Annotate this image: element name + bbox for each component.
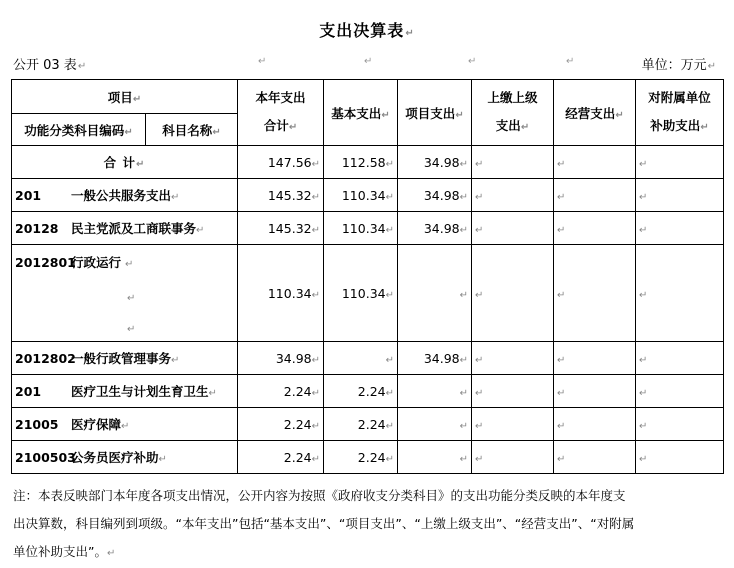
cell-subject: 21005 医疗保障↵ [12, 408, 238, 441]
cell-total: 34.98↵ [238, 342, 324, 375]
cell-operating: ↵ [554, 441, 636, 474]
table-row [12, 245, 724, 342]
cell-project: ↵ [398, 408, 472, 441]
cell-subsidy: ↵ [636, 342, 724, 375]
cell-operating: ↵ [554, 146, 636, 179]
cell-subsidy: ↵ [636, 179, 724, 212]
cell-operating: ↵ [554, 408, 636, 441]
header-upper: 上缴上级 支出↵ [472, 80, 554, 146]
footnote-line: 出决算数，科目编列到项级。“本年支出”包括“基本支出”、“项目支出”、“上缴上级支出”、“经营支出”、“对附属 [13, 516, 635, 531]
cell-subsidy: ↵ [636, 441, 724, 474]
cell-subsidy: ↵ [636, 408, 724, 441]
table-row [12, 441, 724, 474]
cell-project: 34.98↵ [398, 342, 472, 375]
cell-upper: ↵ [472, 179, 554, 212]
cell-basic: 110.34↵ [324, 245, 398, 342]
expenditure-table [11, 79, 724, 474]
cell-upper: ↵ [472, 441, 554, 474]
cell-project: 34.98↵ [398, 212, 472, 245]
cell-project: ↵ [398, 245, 472, 342]
para-mark: ↵ [468, 56, 477, 67]
table-row [12, 179, 724, 212]
cell-subject: 201 医疗卫生与计划生育卫生↵ [12, 375, 238, 408]
cell-subject: 20128 民主党派及工商联事务↵ [12, 212, 238, 245]
footnote [13, 482, 713, 568]
cell-operating: ↵ [554, 375, 636, 408]
cell-subject: 2012801行政运行 ↵ ↵ ↵ [12, 245, 238, 342]
total-row [12, 146, 724, 179]
para-mark: ↵ [566, 56, 575, 67]
header-row [12, 80, 724, 114]
cell-total: 110.34↵ [238, 245, 324, 342]
unit-label: 单位：万元↵ [641, 58, 716, 73]
cell-project: ↵ [398, 441, 472, 474]
cell-basic: 110.34↵ [324, 212, 398, 245]
cell-subsidy: ↵ [636, 245, 724, 342]
para-mark: ↵ [364, 56, 373, 67]
table-row [12, 212, 724, 245]
cell-total: 147.56↵ [238, 146, 324, 179]
header-operating: 经营支出↵ [554, 80, 636, 146]
cell-operating: ↵ [554, 245, 636, 342]
cell-total: 145.32↵ [238, 179, 324, 212]
cell-subject: 201 一般公共服务支出↵ [12, 179, 238, 212]
cell-basic: 2.24↵ [324, 441, 398, 474]
header-total: 本年支出 合计↵ [238, 80, 324, 146]
cell-subsidy: ↵ [636, 375, 724, 408]
cell-total: 2.24↵ [238, 441, 324, 474]
cell-upper: ↵ [472, 146, 554, 179]
header-subsidy: 对附属单位 补助支出↵ [636, 80, 724, 146]
cell-total: 145.32↵ [238, 212, 324, 245]
cell-basic: 2.24↵ [324, 408, 398, 441]
cell-basic: 2.24↵ [324, 375, 398, 408]
total-label: 合 计↵ [12, 146, 238, 179]
table-row [12, 408, 724, 441]
cell-total: 2.24↵ [238, 375, 324, 408]
cell-subject: 2012802一般行政管理事务↵ [12, 342, 238, 375]
header-basic: 基本支出↵ [324, 80, 398, 146]
cell-subsidy: ↵ [636, 146, 724, 179]
table-row [12, 375, 724, 408]
header-code: 功能分类科目编码↵ [12, 114, 146, 146]
cell-total: 2.24↵ [238, 408, 324, 441]
cell-upper: ↵ [472, 375, 554, 408]
cell-basic: ↵ [324, 342, 398, 375]
footnote-line: 单位补助支出”。↵ [13, 544, 116, 559]
cell-upper: ↵ [472, 212, 554, 245]
para-mark: ↵ [258, 56, 267, 67]
cell-project: ↵ [398, 375, 472, 408]
page-title: 支出决算表↵ [319, 21, 415, 40]
cell-subject: 2100503公务员医疗补助↵ [12, 441, 238, 474]
cell-basic: 110.34↵ [324, 179, 398, 212]
table-number: 公开 03 表↵ [13, 58, 87, 73]
cell-operating: ↵ [554, 212, 636, 245]
header-item: 项目↵ [12, 80, 238, 114]
cell-project: 34.98↵ [398, 179, 472, 212]
header-name: 科目名称↵ [146, 114, 238, 146]
cell-basic: 112.58↵ [324, 146, 398, 179]
table-row [12, 342, 724, 375]
cell-operating: ↵ [554, 179, 636, 212]
cell-upper: ↵ [472, 245, 554, 342]
cell-upper: ↵ [472, 342, 554, 375]
cell-subsidy: ↵ [636, 212, 724, 245]
cell-project: 34.98↵ [398, 146, 472, 179]
cell-operating: ↵ [554, 342, 636, 375]
cell-upper: ↵ [472, 408, 554, 441]
header-project: 项目支出↵ [398, 80, 472, 146]
footnote-line: 注：本表反映部门本年度各项支出情况，公开内容为按照《政府收支分类科目》的支出功能分类反映的本年度支 [13, 488, 626, 503]
